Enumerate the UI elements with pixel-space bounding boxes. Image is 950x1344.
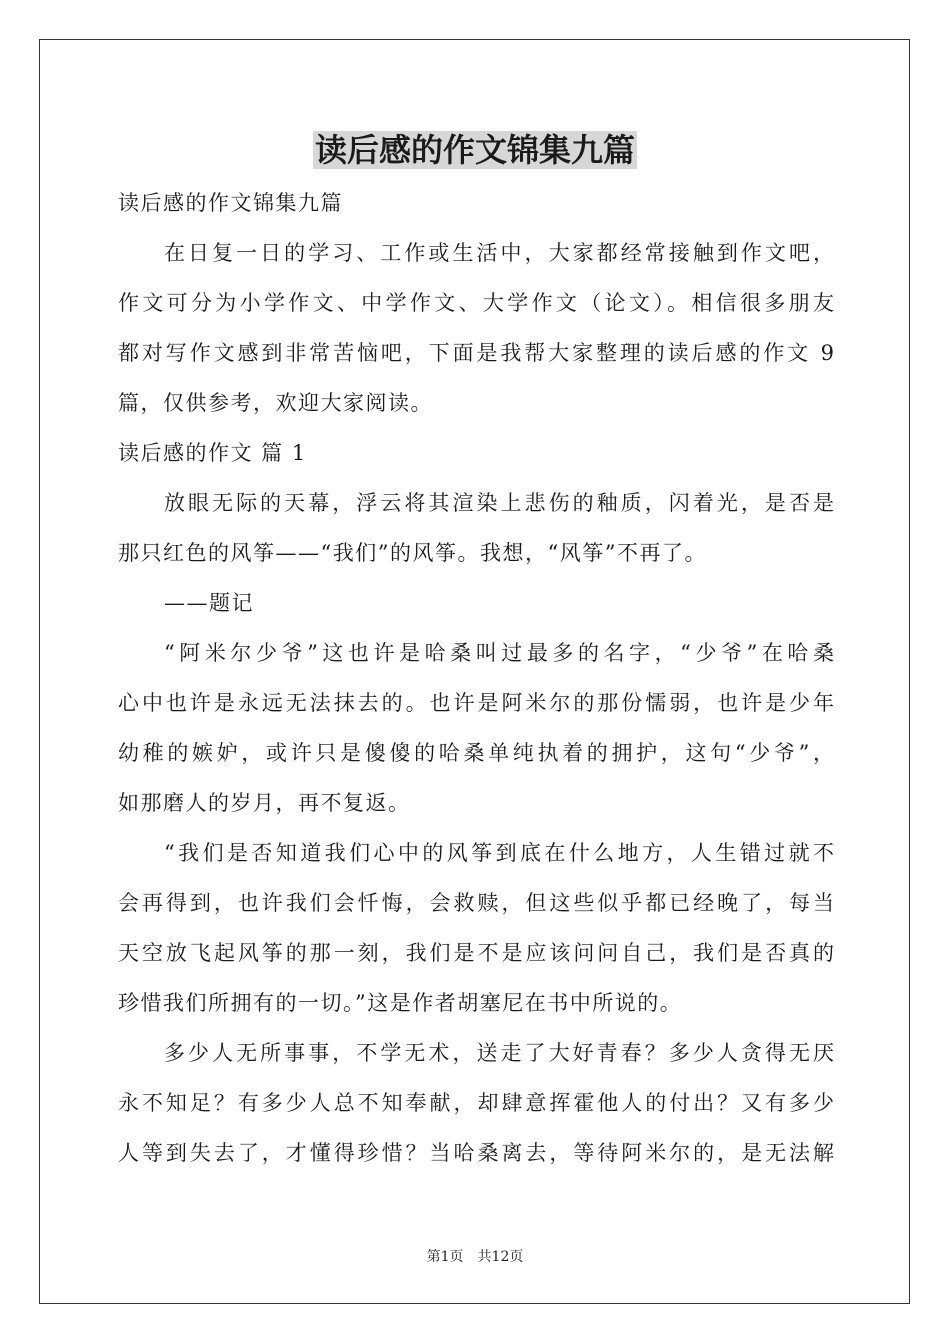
text-line: 读后感的作文 篇 1 bbox=[118, 441, 307, 465]
text-line: 会再得到，也许我们会忏悔，会救赎，但这些似乎都已经晚了，每当 bbox=[118, 891, 834, 915]
document-title bbox=[0, 127, 950, 173]
document-body bbox=[118, 178, 834, 1178]
text-line: 珍惜我们所拥有的一切。”这是作者胡塞尼在书中所说的。 bbox=[118, 991, 683, 1015]
text-line: 天空放飞起风筝的那一刻，我们是不是应该问问自己，我们是否真的 bbox=[118, 941, 834, 965]
text-line: 作文可分为小学作文、中学作文、大学作文（论文）。相信很多朋友 bbox=[118, 291, 834, 315]
text-line: 放眼无际的天幕，浮云将其渲染上悲伤的釉质，闪着光，是否是 bbox=[164, 491, 834, 515]
page-number: 第1页 bbox=[426, 1249, 464, 1265]
text-line: 永不知足？有多少人总不知奉献，却肆意挥霍他人的付出？又有多少 bbox=[118, 1091, 834, 1115]
page-footer bbox=[0, 1246, 950, 1266]
text-line: 那只红色的风筝——“我们”的风筝。我想，“风筝”不再了。 bbox=[118, 541, 707, 565]
text-line: 读后感的作文锦集九篇 bbox=[118, 191, 343, 215]
text-line: 在日复一日的学习、工作或生活中，大家都经常接触到作文吧， bbox=[164, 241, 834, 265]
text-line: 心中也许是永远无法抹去的。也许是阿米尔的那份懦弱，也许是少年 bbox=[118, 691, 834, 715]
text-line: 篇，仅供参考，欢迎大家阅读。 bbox=[118, 391, 433, 415]
text-line: 人等到失去了，才懂得珍惜？当哈桑离去，等待阿米尔的，是无法解 bbox=[118, 1141, 834, 1165]
text-line: “阿米尔少爷”这也许是哈桑叫过最多的名字，“少爷”在哈桑 bbox=[164, 641, 834, 665]
page-total: 共12页 bbox=[477, 1249, 524, 1265]
text-line: 如那磨人的岁月，再不复返。 bbox=[118, 791, 411, 815]
text-line: “我们是否知道我们心中的风筝到底在什么地方，人生错过就不 bbox=[164, 841, 834, 865]
document-title-text: 读后感的作文锦集九篇 bbox=[314, 131, 635, 169]
text-line: 多少人无所事事，不学无术，送走了大好青春？多少人贪得无厌 bbox=[164, 1041, 834, 1065]
text-line: ——题记 bbox=[164, 591, 254, 615]
text-line: 幼稚的嫉妒，或许只是傻傻的哈桑单纯执着的拥护，这句“少爷”， bbox=[118, 741, 834, 765]
text-line: 都对写作文感到非常苦恼吧，下面是我帮大家整理的读后感的作文 9 bbox=[118, 341, 834, 365]
